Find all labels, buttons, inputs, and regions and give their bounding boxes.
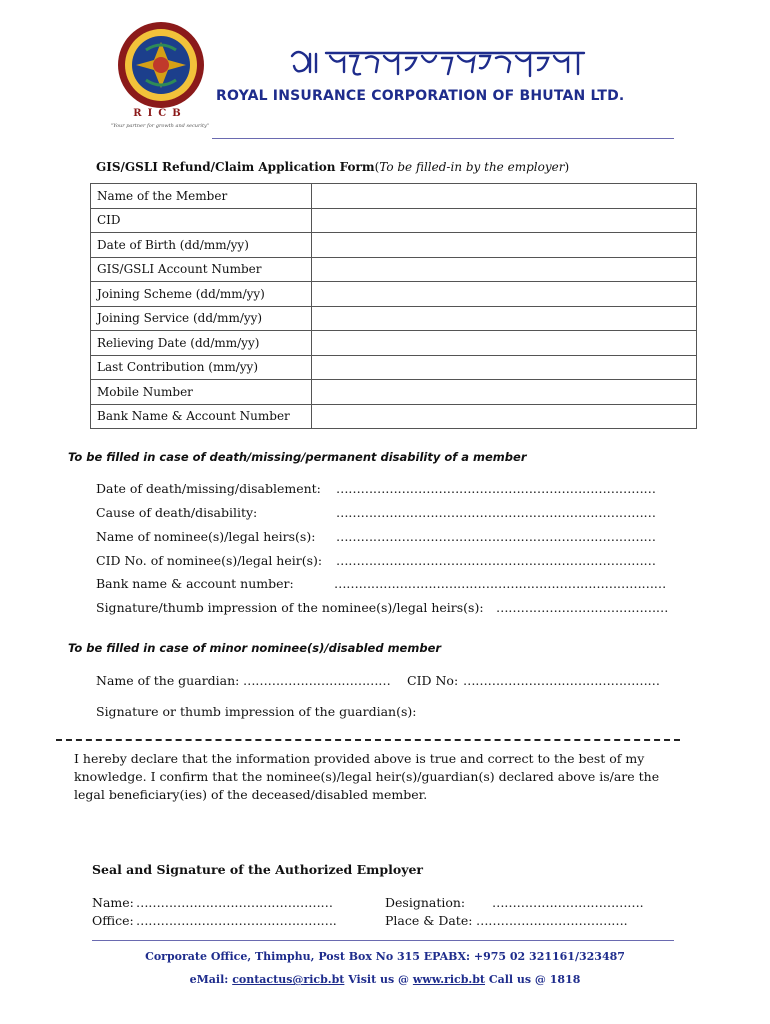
table-row — [91, 184, 697, 209]
nominee-name-field[interactable]: …………………………………………………………………… — [336, 529, 656, 544]
employer-name-label: Name: — [92, 895, 134, 910]
field-value-cid[interactable] — [312, 208, 697, 233]
office-label: Office: — [92, 913, 134, 928]
nominee-name-label: Name of nominee(s)/legal heirs(s): — [96, 529, 316, 544]
table-row — [91, 208, 697, 233]
header-divider — [212, 138, 674, 139]
cause-field[interactable]: …………………………………………………………………… — [336, 505, 656, 520]
guardian-cid-label: CID No: — [407, 673, 459, 688]
field-label: Bank Name & Account Number — [91, 404, 312, 429]
place-date-field[interactable]: ………………………………. — [476, 913, 628, 928]
guardian-cid-field[interactable]: ………………………………………… — [463, 673, 660, 688]
field-label: Relieving Date (dd/mm/yy) — [91, 331, 312, 356]
nominee-cid-label: CID No. of nominee(s)/legal heir(s): — [96, 553, 323, 568]
field-label: CID — [91, 208, 312, 233]
table-row — [91, 257, 697, 282]
field-value-mobile[interactable] — [312, 380, 697, 405]
form-title-note: To be filled-in by the employer — [379, 160, 565, 174]
logo-letters: RICB — [133, 108, 187, 119]
cause-label: Cause of death/disability: — [96, 505, 258, 520]
field-value-joining-service[interactable] — [312, 306, 697, 331]
ricb-emblem-icon — [116, 20, 206, 110]
employer-heading: Seal and Signature of the Authorized Employer — [92, 862, 423, 877]
field-value-last-contribution[interactable] — [312, 355, 697, 380]
field-label: Joining Service (dd/mm/yy) — [91, 306, 312, 331]
minor-section-heading: To be filled in case of minor nominee(s)/disabled member — [68, 641, 442, 655]
form-title-main: GIS/GSLI Refund/Claim Application Form — [96, 160, 375, 174]
footer-email-link[interactable]: contactus@ricb.bt — [232, 973, 345, 986]
field-label: GIS/GSLI Account Number — [91, 257, 312, 282]
table-row — [91, 380, 697, 405]
field-label: Last Contribution (mm/yy) — [91, 355, 312, 380]
bank-label: Bank name & account number: — [96, 576, 294, 591]
field-value-joining-scheme[interactable] — [312, 282, 697, 307]
table-row — [91, 355, 697, 380]
dzongkha-title-text: འབྲུག་རྒྱལ་ཞིན་སྲུང་ལས་འཛིན་ཚད། — [288, 82, 300, 83]
death-date-field[interactable]: …………………………………………………………………… — [336, 481, 656, 496]
guardian-name-label: Name of the guardian: — [96, 673, 240, 688]
field-label: Date of Birth (dd/mm/yy) — [91, 233, 312, 258]
cut-line-divider — [56, 739, 680, 741]
org-name: ROYAL INSURANCE CORPORATION OF BHUTAN LTD. — [216, 88, 625, 104]
field-label: Name of the Member — [91, 184, 312, 209]
nominee-signature-field[interactable]: …………………………………… — [496, 600, 669, 615]
designation-field[interactable]: ………………………………. — [492, 895, 644, 910]
table-row — [91, 404, 697, 429]
table-row — [91, 331, 697, 356]
ricb-logo — [110, 20, 210, 135]
footer-visit-label: Visit us @ — [348, 973, 410, 986]
field-value-dob[interactable] — [312, 233, 697, 258]
death-date-label: Date of death/missing/disablement: — [96, 481, 321, 496]
form-title — [96, 160, 569, 174]
guardian-signature-label: Signature or thumb impression of the guardian(s): — [96, 704, 417, 719]
bank-field[interactable]: ……………………………………………………………………… — [334, 576, 667, 591]
field-value-bank[interactable] — [312, 404, 697, 429]
footer-website-link[interactable]: www.ricb.bt — [412, 973, 485, 986]
employer-name-field[interactable]: ………………………………………… — [136, 895, 333, 910]
field-value-account[interactable] — [312, 257, 697, 282]
place-date-label: Place & Date: — [385, 913, 473, 928]
death-section-heading: To be filled in case of death/missing/permanent disability of a member — [68, 450, 527, 464]
nominee-signature-label: Signature/thumb impression of the nominee(s)/legal heirs(s): — [96, 600, 484, 615]
field-value-relieving-date[interactable] — [312, 331, 697, 356]
declaration-text: I hereby declare that the information provided above is true and correct to the best of my knowledge. I confirm that the nominee(s)/legal heir(s)/guardian(s) declared above is/are the legal beneficiary(ies) of the deceased/disabled member. — [74, 751, 660, 802]
footer-contact — [0, 973, 770, 986]
logo-tagline: "Your partner for growth and security" — [110, 123, 210, 129]
table-row — [91, 233, 697, 258]
field-label: Joining Scheme (dd/mm/yy) — [91, 282, 312, 307]
nominee-cid-field[interactable]: …………………………………………………………………… — [336, 553, 656, 568]
footer-email-label: eMail: — [189, 973, 229, 986]
dzongkha-title — [288, 44, 588, 84]
table-row — [91, 306, 697, 331]
designation-label: Designation: — [385, 895, 466, 910]
field-value-name[interactable] — [312, 184, 697, 209]
footer-divider — [92, 940, 674, 941]
form-title-paren-open: ( — [374, 160, 380, 174]
table-row — [91, 282, 697, 307]
form-title-paren-close: ) — [564, 160, 570, 174]
member-info-table — [90, 183, 697, 429]
footer-address: Corporate Office, Thimphu, Post Box No 315 EPABX: +975 02 321161/323487 — [145, 950, 625, 963]
footer-call-label: Call us @ 1818 — [488, 973, 581, 986]
office-field[interactable]: …………………………………………. — [136, 913, 337, 928]
guardian-name-field[interactable]: ……………………………… — [243, 673, 391, 688]
field-label: Mobile Number — [91, 380, 312, 405]
